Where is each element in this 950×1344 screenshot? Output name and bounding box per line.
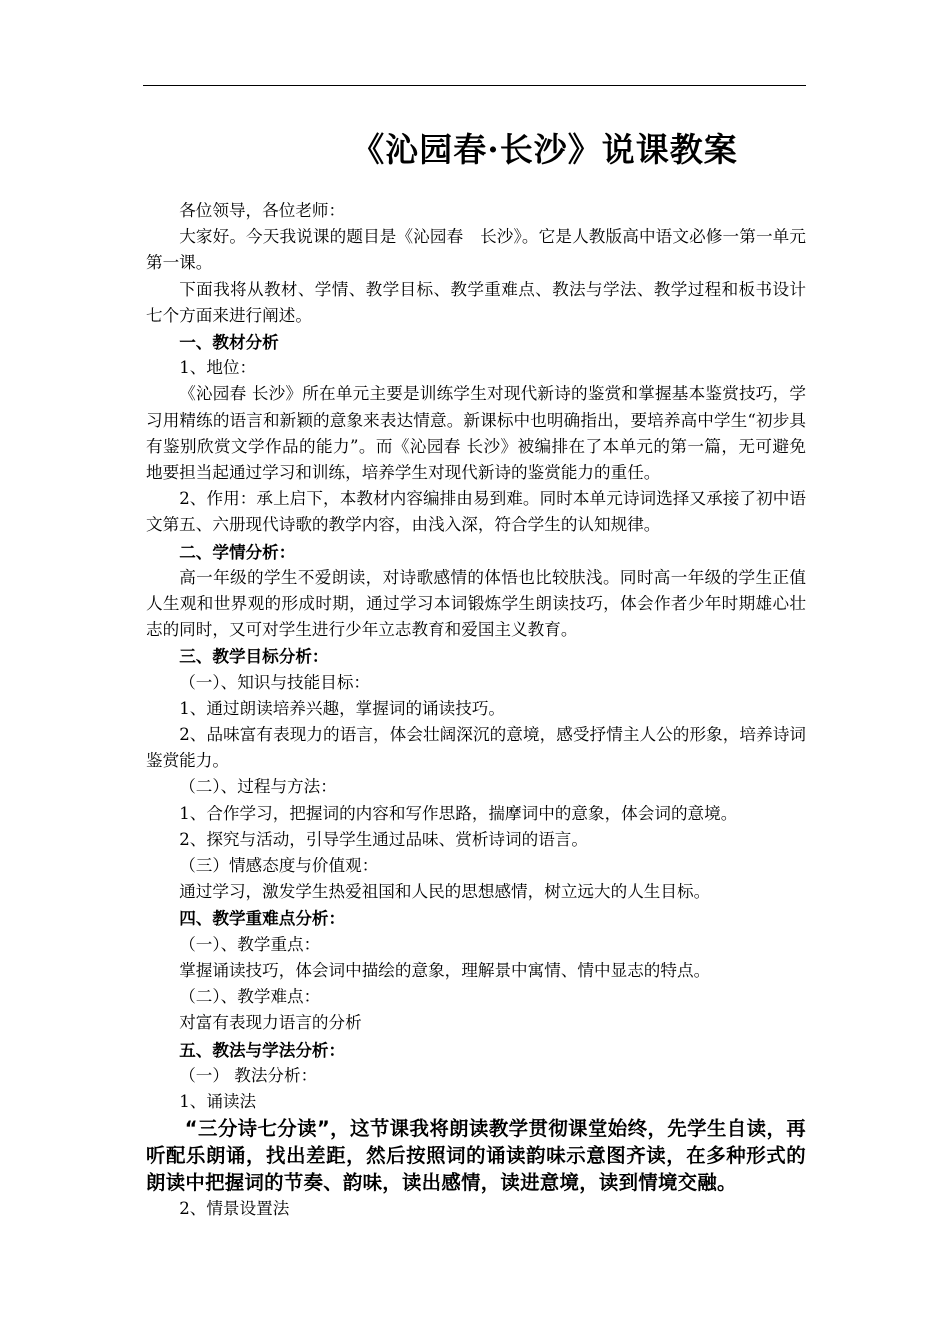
section-heading: 一、教材分析: [179, 332, 279, 353]
paragraph: 1、通过朗读培养兴趣，掌握词的诵读技巧。: [179, 698, 506, 718]
paragraph: 高一年级的学生不爱朗读，对诗歌感情的体悟也比较肤浅。同时高一年级的学生正值人生观和世界观的形成时期，通过学习本词锻炼学生朗读技巧，体会作者少年时期雄心壮志的同时，又可对学生进行少年立志教育和爱国主义教育。: [146, 567, 806, 640]
paragraph: 1、地位：: [179, 358, 257, 378]
paragraph: 《沁园春 长沙》所在单元主要是训练学生对现代新诗的鉴赏和掌握基本鉴赏技巧，学习用精练的语言和新颖的意象来表达情意。新课标中也明确指出，要培养高中学生“初步具有鉴别欣赏文学作品的能力”。而《沁园春 长沙》被编排在了本单元的第一篇，无可避免地要担当起通过学习和训练，培养学生对现代新诗的鉴赏能力的重任。: [146, 384, 806, 483]
paragraph: 2、品味富有表现力的语言，体会壮阔深沉的意境，感受抒情主人公的形象，培养诗词鉴赏能力。: [146, 725, 806, 771]
paragraph: （二）、教学难点：: [179, 987, 321, 1007]
paragraph: （一）、教学重点：: [179, 934, 321, 954]
paragraph: 2、作用：承上启下，本教材内容编排由易到难。同时本单元诗词选择又承接了初中语文第五、六册现代诗歌的教学内容，由浅入深，符合学生的认知规律。: [146, 489, 806, 535]
paragraph: 下面我将从教材、学情、教学目标、教学重难点、教法与学法、教学过程和板书设计七个方面来进行阐述。: [146, 279, 806, 325]
paragraph: （三）情感态度与价值观：: [179, 856, 379, 876]
header-rule: [143, 85, 806, 86]
emphasis-paragraph: “三分诗七分读”，这节课我将朗读教学贯彻课堂始终，先学生自读，再听配乐朗诵，找出差距，然后按照词的诵读韵味示意图齐读，在多种形式的朗读中把握词的节奏、韵味，读出感情，读进意境，读到情境交融。: [146, 1117, 806, 1195]
document-body: [146, 198, 806, 1222]
paragraph: （二）、过程与方法：: [179, 777, 337, 797]
paragraph: 1、合作学习，把握词的内容和写作思路，揣摩词中的意象，体会词的意境。: [179, 803, 738, 823]
paragraph: 对富有表现力语言的分析: [179, 1013, 362, 1033]
section-heading: 三、教学目标分析：: [179, 646, 329, 667]
paragraph: 1、诵读法: [179, 1091, 257, 1111]
paragraph: （一） 教法分析：: [179, 1065, 318, 1085]
paragraph: 2、情景设置法: [179, 1199, 290, 1219]
paragraph: 通过学习，激发学生热爱祖国和人民的思想感情，树立远大的人生目标。: [179, 882, 711, 902]
section-heading: 五、教法与学法分析：: [179, 1039, 346, 1060]
section-heading: 二、学情分析：: [179, 541, 296, 562]
document-title: 《沁园春·长沙》说课教案: [351, 130, 738, 169]
paragraph: 2、探究与活动，引导学生通过品味、赏析诗词的语言。: [179, 829, 588, 849]
paragraph: 各位领导，各位老师：: [179, 201, 346, 220]
paragraph: （一）、知识与技能目标：: [179, 672, 371, 692]
paragraph: 大家好。今天我说课的题目是《沁园春 长沙》。它是人教版高中语文必修一第一单元第一课。: [146, 227, 806, 273]
paragraph: 掌握诵读技巧，体会词中描绘的意象，理解景中寓情、情中显志的特点。: [179, 960, 711, 980]
section-heading: 四、教学重难点分析：: [179, 908, 346, 929]
